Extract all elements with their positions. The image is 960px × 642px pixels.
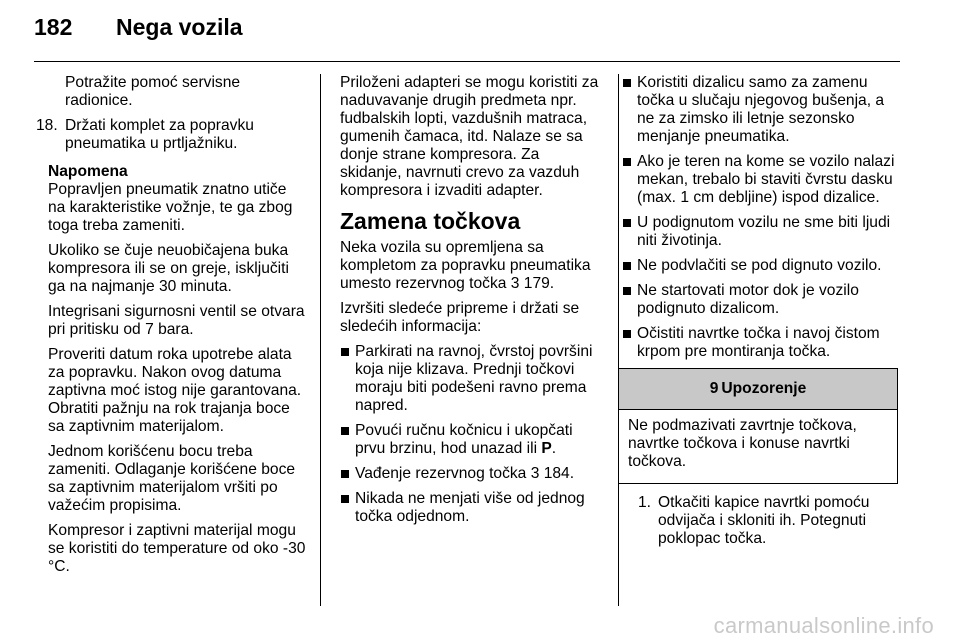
- bullet-text: Ne podvlačiti se pod dignuto vozilo.: [637, 257, 882, 274]
- page-ref-icon: 3: [530, 465, 540, 482]
- bullet-text: Ne startovati motor dok je vozilo podignuto dizalicom.: [637, 282, 859, 317]
- warning-title: Upozorenje: [721, 380, 807, 397]
- column-divider-2: [618, 74, 619, 606]
- paragraph-text: Neka vozila su opremljena sa kompletom za popravku pneumatika umesto rezervnog točka: [340, 239, 591, 292]
- continued-text: Potražite pomoć servisne radionice.: [65, 74, 241, 109]
- bullet-square-icon: [340, 422, 355, 458]
- gear-p-label: P: [541, 440, 552, 457]
- page-ref-number: 179.: [519, 275, 555, 292]
- watermark: carmanualsonline.info: [713, 613, 934, 638]
- note-paragraph: Integrisani sigurnosni ventil se otvara pri pritisku od 7 bara.: [48, 303, 305, 338]
- bullet-text: Ako je teren na kome se vozilo nalazi mekan, trebalo bi staviti čvrstu dasku (max. 1 cm debljine) ispod dizalice.: [637, 153, 895, 206]
- wheel-change-intro: [340, 239, 602, 293]
- header-rule: [34, 61, 900, 62]
- step-item-1: [622, 494, 904, 548]
- bullet-square-icon: [622, 74, 637, 146]
- step-text: Otkačiti kapice navrtki pomoću odvijača i skloniti ih. Potegnuti poklopac točka.: [658, 494, 870, 547]
- list-item-18: [36, 117, 308, 153]
- bullet-square-icon: [622, 257, 637, 275]
- preparation-paragraph: Izvršiti sledeće pripreme i držati se sledećih informacija:: [340, 300, 580, 335]
- column-2: [340, 74, 602, 533]
- bullet-square-icon: [340, 343, 355, 415]
- note-paragraph: Kompresor i zaptivni materijal mogu se koristiti do temperature od oko -30 °C.: [48, 522, 306, 575]
- bullet-square-icon: [622, 282, 637, 318]
- bullet-item: [340, 465, 602, 483]
- bullet-item: [340, 422, 602, 458]
- warning-header: [619, 369, 897, 410]
- bullet-item: [622, 153, 904, 207]
- bullet-item: [340, 343, 602, 415]
- bullet-item: [622, 214, 904, 250]
- bullet-content: [355, 465, 574, 483]
- adapter-paragraph: Priloženi adapteri se mogu koristiti za naduvavanje drugih predmeta npr. fudbalskih lopti, vazdušnih matraca, gumenih čamaca, itd. Nalaze se sa donje strane kompresora. Za skidanje, navrnuti crevo za vazduh kompresora i izvaditi adapter.: [340, 74, 599, 199]
- bullet-content: [355, 422, 602, 458]
- note-paragraph: Jednom korišćenu bocu treba zameniti. Odlaganje korišćene boce sa zaptivnim materijalom vršiti po važećim propisima.: [48, 443, 296, 514]
- bullet-text: Povući ručnu kočnicu i ukopčati prvu brzinu, hod unazad ili: [355, 422, 573, 457]
- bullet-text-end: .: [551, 440, 557, 457]
- column-divider-1: [320, 74, 321, 606]
- column-1: [36, 74, 308, 583]
- bullet-text: Vađenje rezervnog točka: [355, 465, 531, 482]
- bullet-square-icon: [622, 325, 637, 361]
- page-ref-icon: 3: [510, 275, 520, 292]
- page-ref-number: 184.: [539, 465, 575, 482]
- bullet-square-icon: [622, 214, 637, 250]
- bullet-item: [622, 325, 904, 361]
- warning-text: Ne podmazivati zavrtnje točkova, navrtke točkova i konuse navrtki točkova.: [628, 417, 857, 470]
- note-heading: Napomena: [48, 163, 128, 180]
- page-header: [34, 14, 243, 41]
- list-text: Držati komplet za popravku pneumatika u prtljažniku.: [65, 117, 254, 152]
- bullet-text: Koristiti dizalicu samo za zamenu točka u slučaju njegovog bušenja, a ne za zimsko ili letnje sezonsko menjanje pneumatika.: [637, 74, 885, 145]
- list-number: 18.: [36, 117, 58, 134]
- bullet-item: [622, 74, 904, 146]
- note-paragraph: Ukoliko se čuje neuobičajena buka kompresora ili se on greje, isključiti ga na najmanje 30 minuta.: [48, 242, 289, 295]
- step-number: 1.: [638, 494, 652, 511]
- note-paragraph: Proveriti datum roka upotrebe alata za popravku. Nakon ovog datuma zaptivna moć istog nije garantovana. Obratiti pažnju na rok trajanja boce sa zaptivnim materijalom.: [48, 346, 302, 435]
- bullet-text: Nikada ne menjati više od jednog točka odjednom.: [355, 490, 585, 525]
- bullet-item: [622, 257, 904, 275]
- bullet-square-icon: [340, 490, 355, 526]
- warning-icon: 9: [709, 380, 719, 397]
- warning-box: [618, 368, 898, 484]
- page-number: 182: [34, 14, 73, 40]
- bullet-text: U podignutom vozilu ne sme biti ljudi niti životinja.: [637, 214, 891, 249]
- column-3: [622, 74, 904, 554]
- section-title: Zamena točkova: [340, 208, 521, 234]
- page-title: Nega vozila: [116, 14, 243, 40]
- bullet-text: Očistiti navrtke točka i navoj čistom krpom pre montiranja točka.: [637, 325, 880, 360]
- bullet-text: Parkirati na ravnoj, čvrstoj površini koja nije klizava. Prednji točkovi moraju biti podešeni ravno prema napred.: [355, 343, 593, 414]
- note-block: [36, 163, 308, 576]
- bullet-square-icon: [622, 153, 637, 207]
- note-paragraph: Popravljen pneumatik znatno utiče na karakteristike vožnje, te ga zbog toga treba zameniti.: [48, 181, 293, 234]
- bullet-item: [340, 490, 602, 526]
- bullet-item: [622, 282, 904, 318]
- bullet-square-icon: [340, 465, 355, 483]
